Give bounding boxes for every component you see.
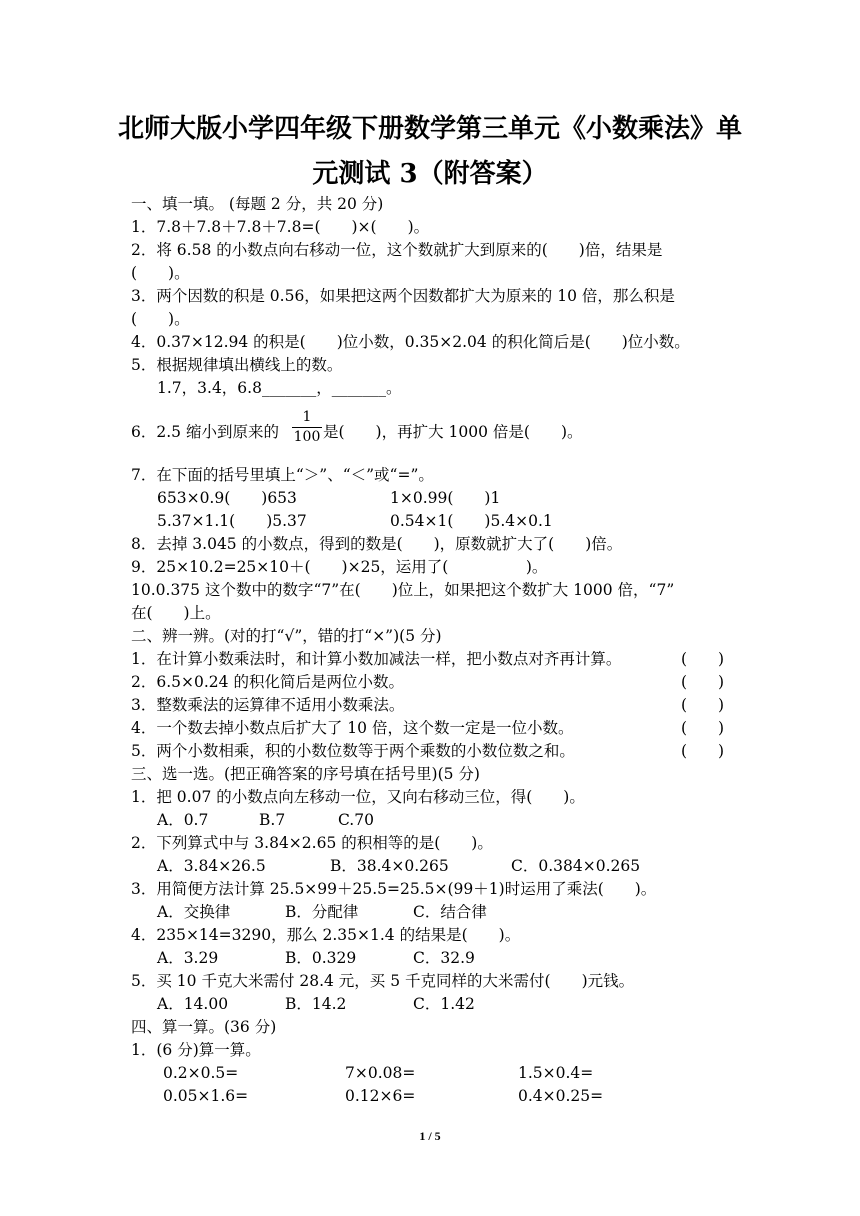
s3-question-5: 5．买 10 千克大米需付 28.4 元，买 5 千克同样的大米需付( )元钱。 [131,972,635,990]
s1-question-3-line1: 3．两个因数的积是 0.56，如果把这两个因数都扩大为原来的 10 倍，那么积是 [131,287,675,305]
s1-q7-compare-b: 1×0.99( )1 [390,489,501,507]
s3-question-3: 3．用简便方法计算 25.5×99＋25.5=25.5×(99＋1)时运用了乘法( )。 [131,880,657,898]
section4-heading: 四、算一算。(36 分) [131,1018,277,1036]
s4-calc-r2c1: 0.05×1.6= [163,1087,249,1105]
s4-calc-r1c3: 1.5×0.4= [518,1064,594,1082]
s1-question-7: 7．在下面的括号里填上“＞”、“＜”或“=”。 [131,466,434,484]
s3-q3-option-a: A．交换律 [157,903,231,921]
s1-q7-compare-a: 653×0.9( )653 [157,489,297,507]
s2-answer-paren-3: ( ) [681,696,725,714]
s3-q1-option-b: B.7 [259,811,286,829]
page-number: 1 / 5 [419,1129,441,1143]
s3-q1-option-c: C.70 [338,811,374,829]
section3-heading: 三、选一选。(把正确答案的序号填在括号里)(5 分) [131,765,480,783]
s3-question-1: 1．把 0.07 的小数点向左移动一位，又向右移动三位，得( )。 [131,788,585,806]
s3-q2-option-c: C．0.384×0.265 [511,857,641,875]
s4-question-1: 1．(6 分)算一算。 [131,1041,261,1059]
fraction-one-hundredth [292,409,322,446]
s2-answer-paren-2: ( ) [681,673,725,691]
fraction-bar [292,427,322,428]
s1-q7-compare-c: 5.37×1.1( )5.37 [157,512,307,530]
s3-question-2: 2．下列算式中与 3.84×2.65 的积相等的是( )。 [131,834,493,852]
document-title-line1: 北师大版小学四年级下册数学第三单元《小数乘法》单 [117,114,742,144]
s4-calc-r1c2: 7×0.08= [345,1064,416,1082]
s3-q5-option-b: B．14.2 [285,995,347,1013]
section2-heading: 二、辨一辨。(对的打“√”，错的打“×”)(5 分) [131,627,442,645]
s2-answer-paren-1: ( ) [681,650,725,668]
s3-q5-option-c: C．1.42 [413,995,475,1013]
s2-answer-paren-4: ( ) [681,719,725,737]
s1-question-3-line2: ( )。 [131,310,190,328]
s3-q3-option-c: C．结合律 [413,903,487,921]
s2-item-5: 5．两个小数相乘，积的小数位数等于两个乘数的小数位数之和。 [131,742,575,760]
s1-question-10-line2: 在( )上。 [131,604,221,622]
s3-question-4: 4．235×14=3290，那么 2.35×1.4 的结果是( )。 [131,926,521,944]
s2-answer-paren-5: ( ) [681,742,725,760]
s1-question-8: 8．去掉 3.045 的小数点，得到的数是( )，原数就扩大了( )倍。 [131,535,623,553]
s3-q4-option-c: C．32.9 [413,949,475,967]
s2-item-3: 3．整数乘法的运算律不适用小数乘法。 [131,696,405,714]
s3-q2-option-b: B．38.4×0.265 [330,857,449,875]
s2-item-1: 1．在计算小数乘法时，和计算小数加减法一样，把小数点对齐再计算。 [131,650,622,668]
s1-question-5: 5．根据规律填出横线上的数。 [131,356,343,374]
s3-q2-option-a: A．3.84×26.5 [157,857,266,875]
s2-item-2: 2．6.5×0.24 的积化简后是两位小数。 [131,673,404,691]
s1-question-1: 1．7.8＋7.8＋7.8＋7.8=( )×( )。 [131,218,430,236]
section1-heading: 一、填一填。 (每题 2 分，共 20 分) [131,195,384,213]
s1-question-2-line2: ( )。 [131,264,190,282]
s1-question-9: 9．25×10.2=25×10＋( )×25，运用了( )。 [131,558,548,576]
fraction-numerator: 1 [302,409,312,425]
s4-calc-r2c3: 0.4×0.25= [518,1087,604,1105]
s3-q4-option-b: B．0.329 [285,949,357,967]
document-title-line2: 元测试 3（附答案） [312,159,548,189]
s1-question-4: 4．0.37×12.94 的积是( )位小数，0.35×2.04 的积化简后是( )位小数。 [131,333,690,351]
s4-calc-r1c1: 0.2×0.5= [163,1064,239,1082]
s3-q4-option-a: A．3.29 [157,949,219,967]
fraction-denominator: 100 [293,429,321,445]
s1-question-10-line1: 10.0.375 这个数中的数字“7”在( )位上，如果把这个数扩大 1000 倍，“7” [131,581,675,599]
s1-question-2-line1: 2．将 6.58 的小数点向右移动一位，这个数就扩大到原来的( )倍，结果是 [131,241,663,259]
s3-q5-option-a: A．14.00 [157,995,229,1013]
s3-q1-option-a: A．0.7 [157,811,209,829]
s4-calc-r2c2: 0.12×6= [345,1087,416,1105]
s2-item-4: 4．一个数去掉小数点后扩大了 10 倍，这个数一定是一位小数。 [131,719,574,737]
s3-q3-option-b: B．分配律 [285,903,359,921]
s1-question-6-prefix: 6．2.5 缩小到原来的 [131,423,279,441]
s1-question-5-sequence: 1.7，3.4，6.8_______，_______。 [157,379,402,397]
s1-q7-compare-d: 0.54×1( )5.4×0.1 [390,512,553,530]
s1-question-6-suffix: 是( )，再扩大 1000 倍是( )。 [323,423,583,441]
